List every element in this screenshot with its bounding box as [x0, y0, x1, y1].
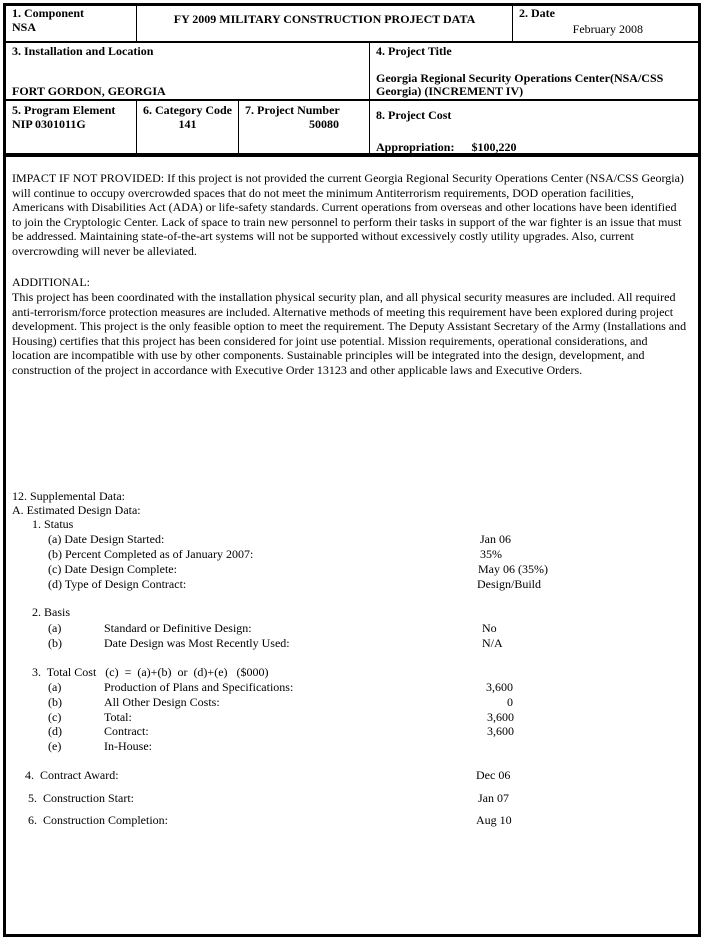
- cost-label: Production of Plans and Specifications:: [104, 680, 294, 694]
- divider: [3, 153, 701, 157]
- appropriation-value: $100,220: [471, 140, 517, 154]
- additional-heading: ADDITIONAL:: [12, 275, 90, 289]
- status-value: 35%: [480, 547, 502, 561]
- category-code-value: 141: [178, 117, 197, 131]
- status-value: May 06 (35%): [478, 562, 548, 576]
- supplemental-heading: 12. Supplemental Data:: [12, 489, 125, 503]
- basis-label: Date Design was Most Recently Used:: [104, 636, 290, 650]
- cost-label: Contract:: [104, 724, 149, 738]
- construction-start-label: 5. Construction Start:: [28, 791, 134, 805]
- project-number-value: 50080: [309, 117, 339, 131]
- basis-letter: (a): [48, 621, 62, 635]
- component-value: NSA: [12, 20, 37, 34]
- status-value: Design/Build: [477, 577, 542, 591]
- impact-paragraph: IMPACT IF NOT PROVIDED: If this project is not provided the current Georgia Regional Security Operations Center (NSA/CSS Georgia) will continue to occupy overcrowded spaces that do not meet the minimum Antiterrorism requirements, DOD operation facilities, Americans with Disabilities Act (ADA) or life-safety standards. Current operations from overseas and other locations have been identified to join the Cryptologic Center. Lack of space to train new personnel to perform their tasks in support of the war fighter is an issue that must be addressed. Maintaining state-of-the-art systems will not be supported without excessively costly utility upgrades. Also, current overcrowding will never be alleviated.: [12, 171, 684, 258]
- status-value: Jan 06: [480, 532, 511, 546]
- basis-value: N/A: [482, 636, 503, 650]
- cost-letter: (b): [48, 695, 62, 709]
- project-number-label: 7. Project Number: [245, 103, 340, 117]
- form-title: FY 2009 MILITARY CONSTRUCTION PROJECT DATA: [173, 12, 476, 26]
- cost-letter: (d): [48, 724, 62, 738]
- installation-value: FORT GORDON, GEORGIA: [12, 84, 166, 98]
- basis-heading: 2. Basis: [32, 605, 71, 619]
- program-element-label: 5. Program Element: [12, 103, 116, 117]
- status-label: (a) Date Design Started:: [48, 532, 165, 546]
- project-title-label: 4. Project Title: [376, 44, 452, 58]
- cost-label: In-House:: [104, 739, 152, 753]
- cost-label: Total:: [104, 710, 132, 724]
- program-element-value: NIP 0301011G: [12, 117, 86, 131]
- construction-completion-label: 6. Construction Completion:: [28, 813, 168, 827]
- date-cell: [513, 4, 695, 38]
- project-cost-label: 8. Project Cost: [376, 108, 452, 122]
- status-label: (d) Type of Design Contract:: [48, 577, 187, 591]
- status-label: (c) Date Design Complete:: [48, 562, 177, 576]
- date-label: 2. Date: [519, 6, 555, 20]
- construction-start-value: Jan 07: [478, 791, 509, 805]
- component-label: 1. Component: [12, 6, 85, 20]
- cost-letter: (e): [48, 739, 62, 753]
- project-title-value: Georgia Regional Security Operations Center(NSA/CSS Georgia) (INCREMENT IV): [376, 71, 664, 98]
- cost-value: 3,600: [486, 680, 513, 694]
- cost-letter: (a): [48, 680, 62, 694]
- cost-value: 3,600: [487, 710, 514, 724]
- project-number-cell: [239, 101, 369, 133]
- component-cell: [6, 4, 136, 36]
- status-label: (b) Percent Completed as of January 2007:: [48, 547, 254, 561]
- contract-award-label: 4. Contract Award:: [25, 768, 119, 782]
- contract-award-value: Dec 06: [476, 768, 511, 782]
- construction-completion-value: Aug 10: [476, 813, 512, 827]
- basis-letter: (b): [48, 636, 62, 650]
- appropriation-row: [370, 138, 522, 156]
- category-code-label: 6. Category Code: [143, 103, 232, 117]
- basis-label: Standard or Definitive Design:: [104, 621, 252, 635]
- total-cost-heading: 3. Total Cost (c) = (a)+(b) or (d)+(e) ($000): [32, 665, 269, 679]
- basis-value: No: [482, 621, 497, 635]
- appropriation-label: Appropriation:: [376, 140, 455, 154]
- installation-label: 3. Installation and Location: [12, 44, 154, 58]
- cost-letter: (c): [48, 710, 62, 724]
- category-code-cell: [137, 101, 238, 133]
- program-element-cell: [6, 101, 136, 133]
- cost-label: All Other Design Costs:: [104, 695, 220, 709]
- additional-paragraph: This project has been coordinated with the installation physical security plan, and all physical security measures are included. All required anti-terrorism/force protection measures are included. Alternative methods of meeting this requirement have been explored during project development. This project is the only feasible option to meet the requirement. The Deputy Assistant Secretary of the Army (Installations and Housing) certifies that this project has been considered for joint use potential. Mission requirements, operational considerations, and location are incompatible with use by other components. Sustainable principles will be integrated into the design, development, and construction of the project in accordance with Executive Order 13123 and other applicable laws and Executive Orders.: [12, 290, 687, 377]
- status-heading: 1. Status: [32, 517, 74, 531]
- estimated-design-heading: A. Estimated Design Data:: [12, 503, 141, 517]
- cost-value: 0: [507, 695, 513, 709]
- cost-value: 3,600: [487, 724, 514, 738]
- date-value: February 2008: [572, 22, 643, 36]
